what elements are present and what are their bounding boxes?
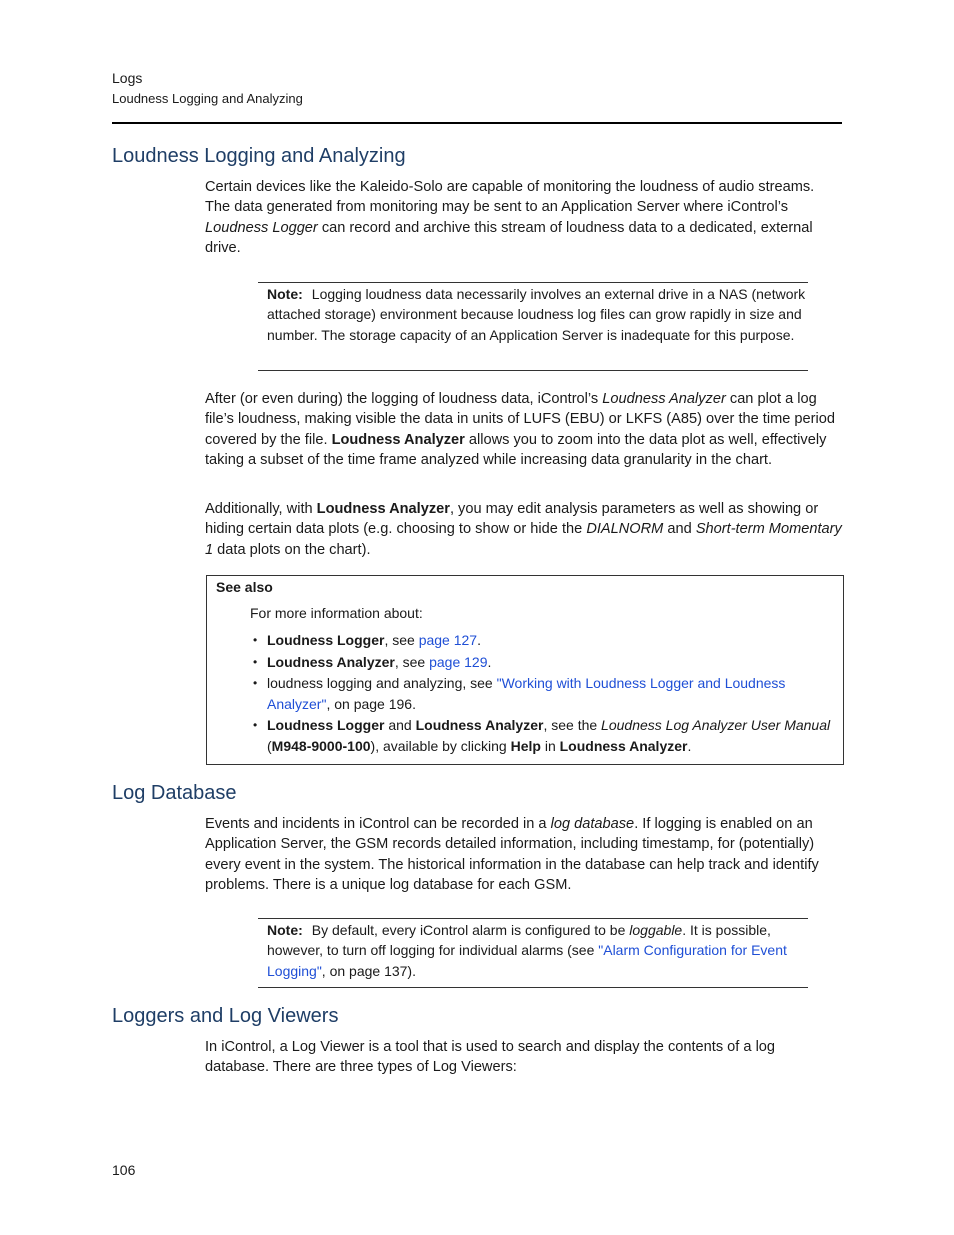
running-header-section: Loudness Logging and Analyzing: [112, 91, 303, 106]
note-text: Logging loudness data necessarily involves an external drive in a NAS (network attached storage) environment because loudness log files can grow rapidly in size and number. The storage capacity of an Application Server is inadequate for this purpose.: [267, 286, 806, 343]
note-label: Note:: [267, 286, 303, 302]
alarm-configuration-link[interactable]: "Alarm Configuration for Event Logging": [267, 942, 787, 979]
see-also-title: See also: [216, 579, 273, 595]
section-heading-loudness: Loudness Logging and Analyzing: [112, 145, 406, 167]
list-item: • loudness logging and analyzing, see "Working with Loudness Logger and Loudness Analyzer", on page 196.: [251, 673, 831, 714]
loudness-paragraph-1: Certain devices like the Kaleido-Solo are capable of monitoring the loudness of audio streams. The data generated from monitoring may be sent to an Application Server where iControl’s Loudness Logger can record and archive this stream of loudness data to a dedicated, external drive.: [205, 179, 815, 256]
section-heading-log-database: Log Database: [112, 782, 237, 804]
log-database-paragraph: Events and incidents in iControl can be recorded in a log database. If logging is enabled on an Application Server, the GSM records detailed information, including timestamp, for (potentially) every event in the system. The historical information in the database can help track and identify problems. There is a unique log database for each GSM.: [205, 816, 819, 893]
note-loudness: [258, 282, 808, 371]
loggers-paragraph: In iControl, a Log Viewer is a tool that is used to search and display the contents of a log database. There are three types of Log Viewers:: [205, 1039, 776, 1076]
list-item: • Loudness Logger and Loudness Analyzer, see the Loudness Log Analyzer User Manual (M948-9000-100), available by clicking Help in Loudness Analyzer.: [251, 715, 831, 756]
see-also-box: [206, 575, 844, 765]
page-number: 106: [112, 1162, 136, 1178]
loudness-paragraph-3: Additionally, with Loudness Analyzer, you may edit analysis parameters as well as showing or hiding certain data plots (e.g. choosing to show or hide the DIALNORM and Short-term Momentary 1 data plots on the chart).: [205, 501, 842, 558]
see-also-intro: For more information about:: [250, 605, 423, 621]
loudness-paragraph-2: After (or even during) the logging of loudness data, iControl’s Loudness Analyzer can plot a log file’s loudness, making visible the data in units of LUFS (EBU) or LKFS (A85) over the time period covered by the file. Loudness Analyzer allows you to zoom into the data plot as well, effectively taking a subset of the time frame analyzed while increasing data granularity in the chart.: [205, 391, 835, 468]
header-divider: [112, 122, 842, 124]
note-label: Note:: [267, 922, 303, 938]
see-also-list: [251, 630, 831, 757]
working-with-loudness-link[interactable]: "Working with Loudness Logger and Loudness Analyzer": [267, 675, 786, 712]
running-header-chapter: Logs: [112, 70, 143, 86]
list-item: • Loudness Logger, see page 127.: [251, 630, 831, 651]
page-127-link[interactable]: page 127: [418, 632, 478, 648]
note-log-database: Note: By default, every iControl alarm is configured to be loggable. It is possible, however, to turn off logging for individual alarms (see "Alarm Configuration for Event Logging", on page 137).: [258, 918, 808, 988]
page-129-link[interactable]: page 129: [429, 653, 488, 670]
section-heading-loggers: Loggers and Log Viewers: [112, 1005, 339, 1027]
list-item: • Loudness Analyzer, see page 129.: [251, 652, 831, 673]
